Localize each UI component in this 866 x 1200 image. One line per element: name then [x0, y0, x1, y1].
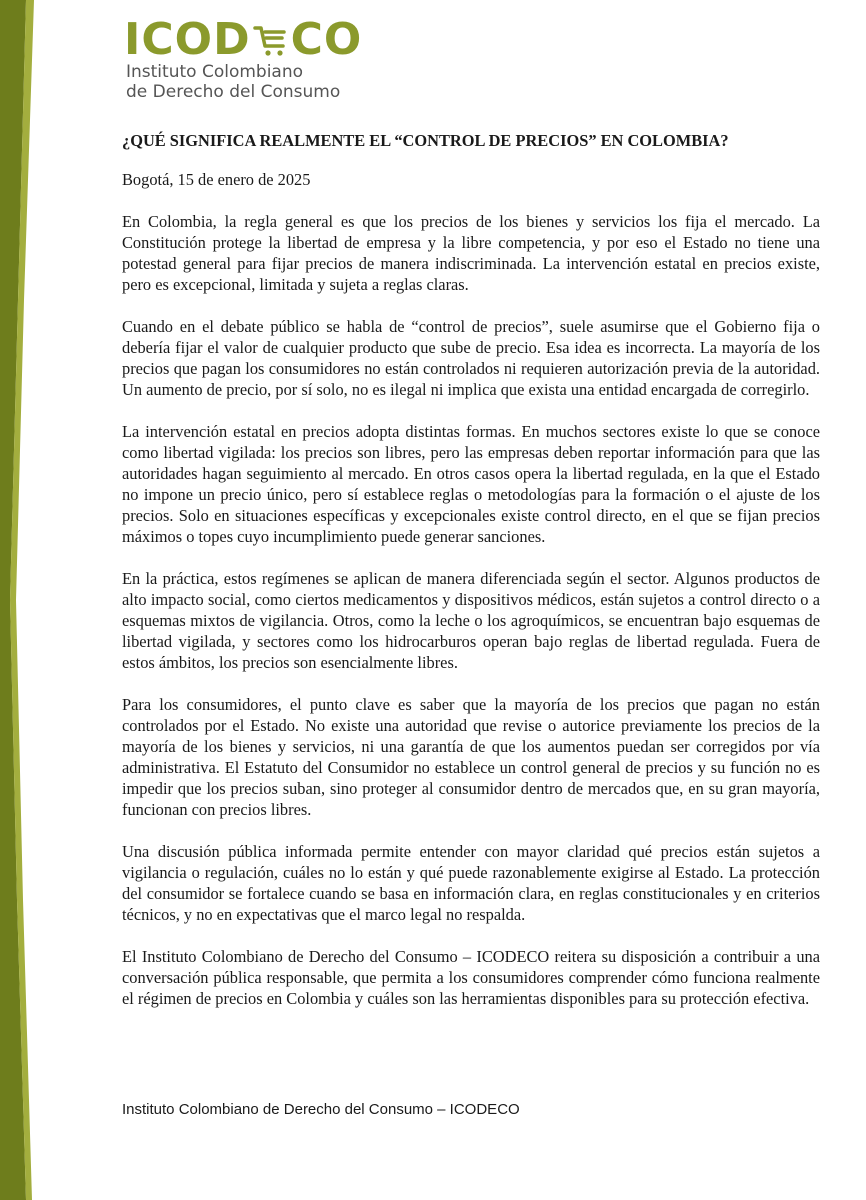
- logo-wordmark: [124, 14, 362, 66]
- logo-subtitle: [126, 62, 340, 102]
- body-paragraph: Cuando en el debate público se habla de “control de precios”, suele asumirse que el Gobierno fija o debería fijar el valor de cualquier producto que sube de precio. Esa idea es incorrecta. La mayoría de los precios que pagan los consumidores no están controlados ni requieren autorización previa de la autoridad. Un aumento de precio, por sí solo, no es ilegal ni implica que exista una entidad encargada de corregirlo.: [122, 317, 820, 399]
- shopping-cart-icon: [253, 22, 289, 58]
- body-paragraph: En Colombia, la regla general es que los precios de los bienes y servicios los fija el mercado. La Constitución protege la libertad de empresa y la libre competencia, y por eso el Estado no tiene una potestad general para fijar precios de manera indiscriminada. La intervención estatal en precios existe, pero es excepcional, limitada y sujeta a reglas claras.: [122, 212, 820, 294]
- document-date: Bogotá, 15 de enero de 2025: [122, 170, 311, 189]
- logo-wordmark-part1: ICOD: [124, 14, 251, 65]
- document-footer: Instituto Colombiano de Derecho del Consumo – ICODECO: [122, 1101, 520, 1118]
- logo-subtitle-line1: Instituto Colombiano: [126, 62, 304, 82]
- document-title: ¿QUÉ SIGNIFICA REALMENTE EL “CONTROL DE PRECIOS” EN COLOMBIA?: [122, 131, 729, 150]
- decorative-margin-stripe: [0, 0, 60, 1200]
- body-paragraph: En la práctica, estos regímenes se aplican de manera diferenciada según el sector. Algunos productos de alto impacto social, como ciertos medicamentos y dispositivos médicos, están sujetos a control directo o a esquemas mixtos de vigilancia. Otros, como la leche o los agroquímicos, se encuentran bajo esquemas de libertad vigilada, y sectores como los hidrocarburos operan bajo reglas de libertad regulada. Fuera de estos ámbitos, los precios son esencialmente libres.: [122, 569, 820, 672]
- body-paragraph: La intervención estatal en precios adopta distintas formas. En muchos sectores existe lo que se conoce como libertad vigilada: los precios son libres, pero las empresas deben reportar información para que las autoridades hagan seguimiento al mercado. En otros casos opera la libertad regulada, en la que el Estado no impone un precio único, pero sí establece reglas o metodologías para la formación o el ajuste de los precios. Solo en situaciones específicas y excepcionales existe control directo, en el que se fijan precios máximos o topes cuyo incumplimiento puede generar sanciones.: [122, 422, 820, 546]
- logo-wordmark-part2: CO: [290, 14, 363, 65]
- logo-subtitle-line2: de Derecho del Consumo: [126, 82, 341, 102]
- body-paragraph: El Instituto Colombiano de Derecho del Consumo – ICODECO reitera su disposición a contribuir a una conversación pública responsable, que permita a los consumidores comprender cómo funciona realmente el régimen de precios en Colombia y cuáles son las herramientas disponibles para su protección efectiva.: [122, 947, 820, 1008]
- document-body: [122, 124, 820, 1030]
- icodeco-logo: [124, 14, 424, 104]
- body-paragraph: Una discusión pública informada permite entender con mayor claridad qué precios están sujetos a vigilancia o regulación, cuáles no lo están y qué puede razonablemente exigirse al Estado. La protección del consumidor se fortalece cuando se basa en información clara, en reglas constitucionales y en criterios técnicos, y no en expectativas que el marco legal no respalda.: [122, 842, 820, 924]
- body-paragraph: Para los consumidores, el punto clave es saber que la mayoría de los precios que pagan no están controlados por el Estado. No existe una autoridad que revise o autorice previamente los precios de la mayoría de los bienes y servicios, ni una garantía de que los aumentos puedan ser corregidos por vía administrativa. El Estatuto del Consumidor no establece un control general de precios y su función no es impedir que los precios suban, sino proteger al consumidor dentro de mercados que, en su gran mayoría, funcionan con precios libres.: [122, 695, 820, 819]
